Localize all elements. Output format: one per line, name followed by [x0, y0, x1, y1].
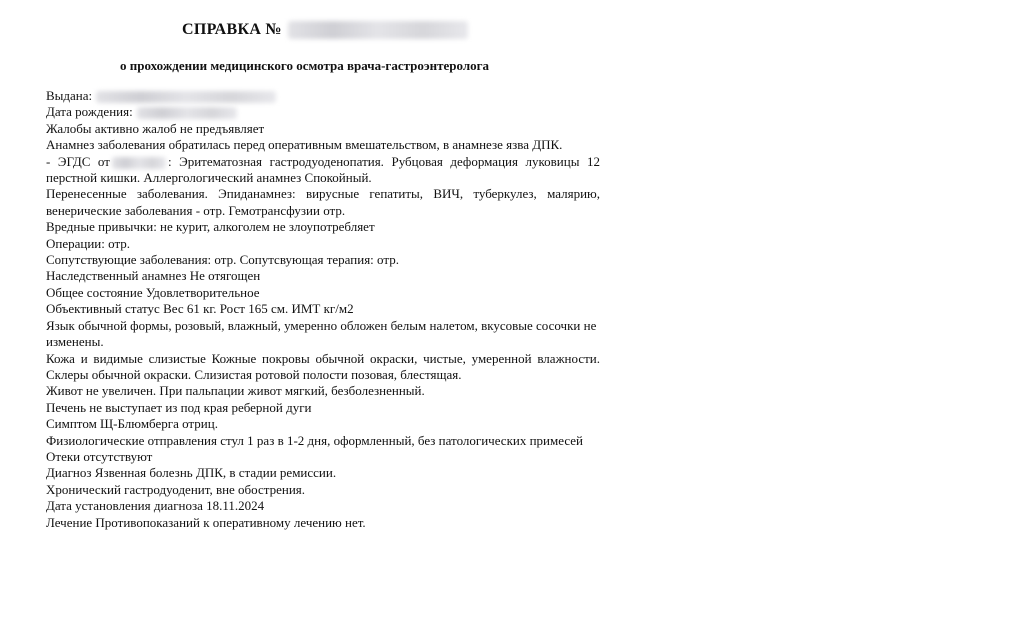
tongue-line-end: изменены.	[46, 334, 104, 350]
dob-line	[46, 104, 600, 120]
certificate-body	[46, 88, 600, 531]
diagnosis-date-line: Дата установления диагноза 18.11.2024	[46, 498, 265, 514]
diagnosis-secondary-line: Хронический гастродуоденит, вне обострения.	[46, 481, 306, 497]
egds-prefix: - ЭГДС от	[46, 153, 110, 169]
redacted-patient-name	[96, 91, 276, 103]
redacted-certificate-number	[288, 21, 468, 39]
certificate-title	[182, 21, 468, 39]
heredity-line: Наследственный анамнез Не отягощен	[46, 268, 261, 284]
redacted-birth-date	[137, 107, 237, 119]
abdomen-line: Живот не увеличен. При пальпации живот мягкий, безболезненный.	[46, 383, 425, 399]
general-condition-line: Общее состояние Удовлетворительное	[46, 284, 260, 300]
certificate-title-text: СПРАВКА №	[182, 21, 282, 38]
egds-line	[46, 154, 600, 187]
complaints-line: Жалобы активно жалоб не предъявляет	[46, 120, 265, 136]
skin-line: Кожа и видимые слизистые Кожные покровы обычной окраски, чистые, умеренной влажности. Склеры обычной окраски. Слизистая ротовой полости позовая, блестящая.	[46, 350, 600, 382]
dob-label: Дата рождения:	[46, 104, 133, 120]
diagnosis-line: Диагноз Язвенная болезнь ДПК, в стадии ремиссии.	[46, 465, 337, 481]
issued-label: Выдана:	[46, 88, 93, 103]
edema-line: Отеки отсутствуют	[46, 448, 153, 464]
treatment-line: Лечение Противопоказаний к оперативному лечению нет.	[46, 514, 366, 530]
past-diseases-line: Перенесенные заболевания. Эпиданамнез: вирусные гепатиты, ВИЧ, туберкулез, малярию, венерические заболевания - отр. Гемотрансфузии отр.	[46, 186, 600, 218]
anamnesis-line: Анамнез заболевания обратилась перед оперативным вмешательством, в анамнезе язва ДПК.	[46, 137, 563, 153]
physiology-line: Физиологические отправления стул 1 раз в 1-2 дня, оформленный, без патологических примесей	[46, 432, 583, 448]
comorbidities-line: Сопутствующие заболевания: отр. Сопутсвующая терапия: отр.	[46, 252, 399, 268]
blumberg-line: Симптом Щ-Блюмберга отриц.	[46, 416, 218, 432]
operations-line: Операции: отр.	[46, 235, 131, 251]
issued-line	[46, 88, 600, 104]
objective-status-line: Объективный статус Вес 61 кг. Рост 165 см. ИМТ кг/м2	[46, 301, 354, 317]
liver-line: Печень не выступает из под края реберной дуги	[46, 399, 312, 415]
certificate-subtitle: о прохождении медицинского осмотра врача-гастроэнтеролога	[120, 58, 490, 73]
egds-text: : Эритематозная гастродуоденопатия. Рубцовая деформация луковицы 12 перстной кишки. Аллергологический анамнез Спокойный.	[46, 153, 600, 186]
habits-line: Вредные привычки: не курит, алкоголем не злоупотребляет	[46, 219, 375, 235]
redacted-egds-date	[112, 157, 166, 169]
tongue-line: Язык обычной формы, розовый, влажный, умеренно обложен белым налетом, вкусовые сосочки не	[46, 317, 597, 333]
